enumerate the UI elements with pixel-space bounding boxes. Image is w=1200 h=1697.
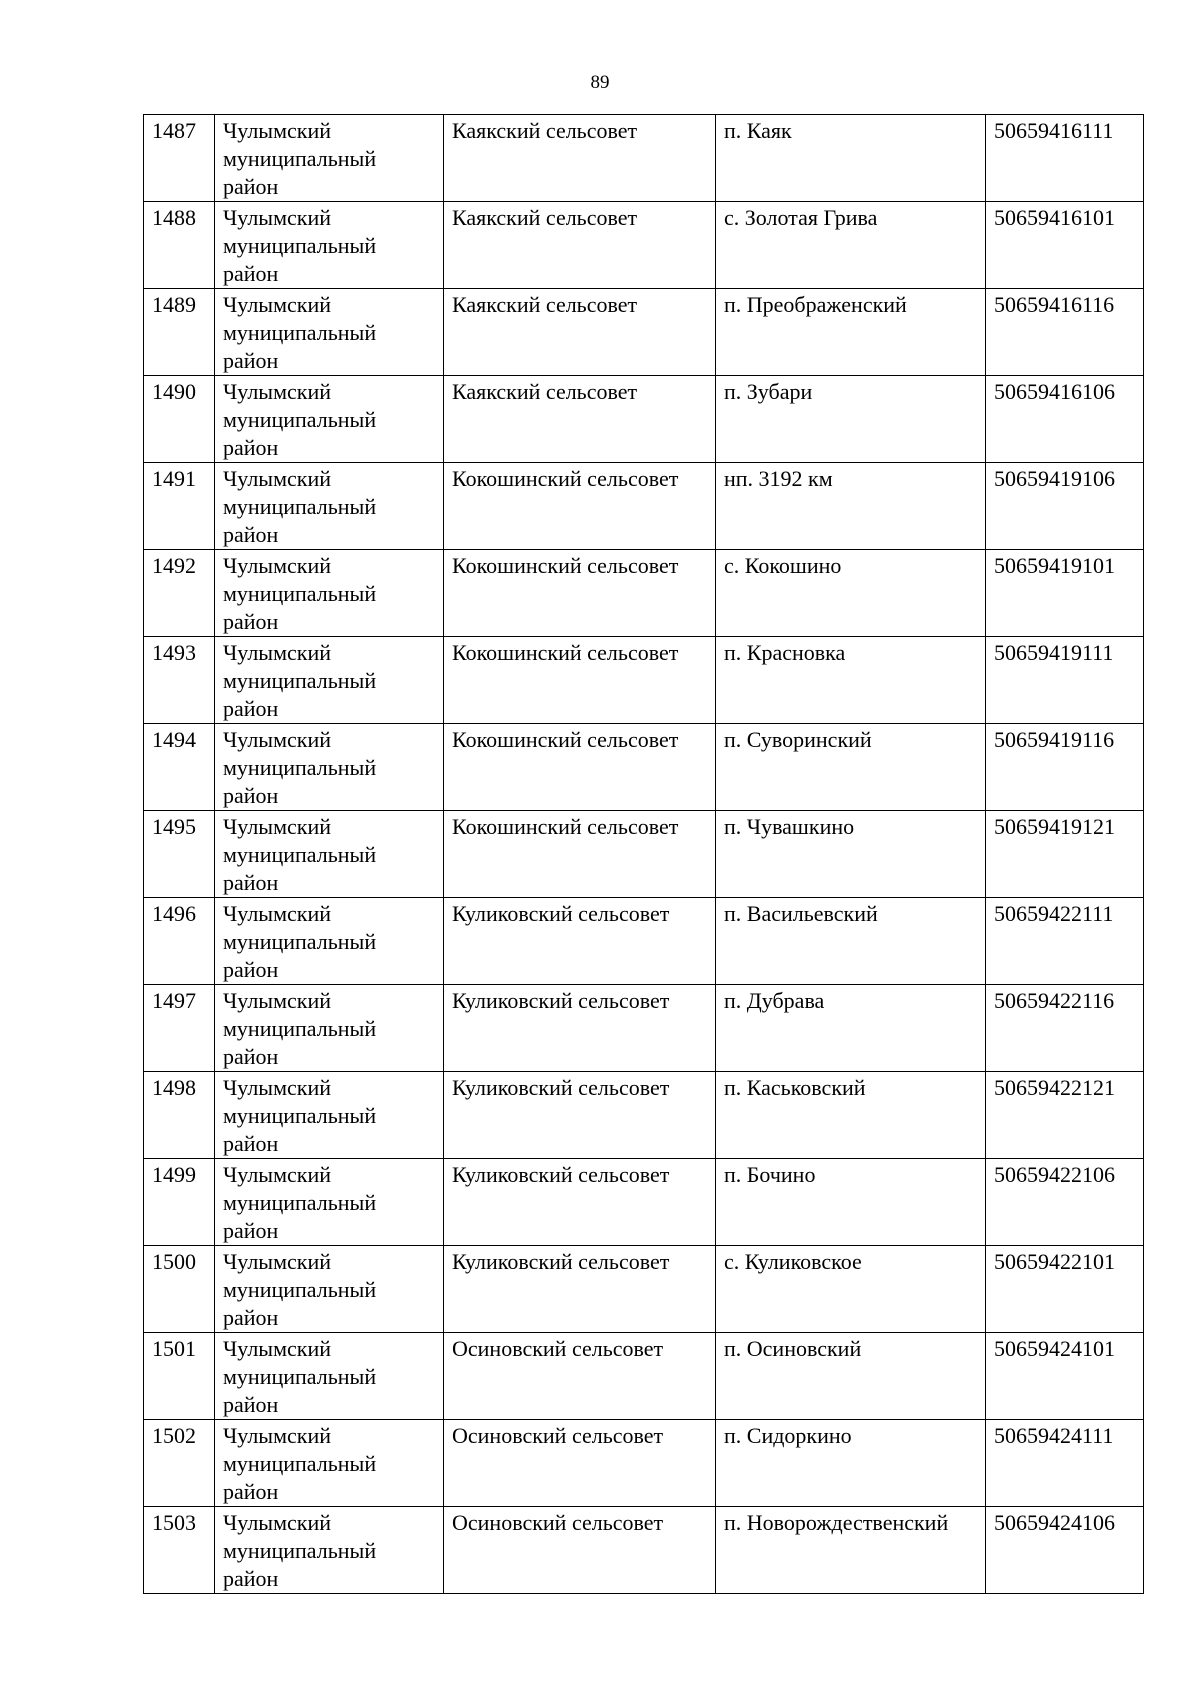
district-cell-text: Чулымский муниципальный район [223, 640, 377, 721]
row-number-cell [144, 1333, 215, 1420]
oktmo-code-cell [986, 463, 1144, 550]
settlement-cell-text: п. Суворинский [724, 727, 872, 752]
table-row [144, 1246, 1144, 1333]
oktmo-code-cell [986, 1420, 1144, 1507]
council-cell [444, 1420, 716, 1507]
district-cell-text: Чулымский муниципальный район [223, 553, 377, 634]
table-row [144, 202, 1144, 289]
district-cell [215, 550, 444, 637]
district-cell [215, 1159, 444, 1246]
row-number-cell [144, 1507, 215, 1594]
council-cell [444, 1333, 716, 1420]
oktmo-code-cell-text: 50659419101 [994, 553, 1115, 578]
district-cell-text: Чулымский муниципальный район [223, 292, 377, 373]
row-number-cell [144, 637, 215, 724]
oktmo-code-cell [986, 724, 1144, 811]
district-cell [215, 1420, 444, 1507]
oktmo-code-cell-text: 50659424106 [994, 1510, 1115, 1535]
oktmo-code-cell-text: 50659416111 [994, 118, 1114, 143]
row-number-cell-text: 1502 [152, 1423, 196, 1448]
council-cell-text: Каякский сельсовет [452, 118, 638, 143]
district-cell [215, 1507, 444, 1594]
settlement-cell [716, 289, 986, 376]
district-cell [215, 202, 444, 289]
oktmo-code-cell [986, 1507, 1144, 1594]
oktmo-code-cell [986, 898, 1144, 985]
district-cell-text: Чулымский муниципальный район [223, 118, 377, 199]
row-number-cell [144, 1072, 215, 1159]
council-cell [444, 811, 716, 898]
settlement-cell-text: п. Преображенский [724, 292, 907, 317]
row-number-cell-text: 1494 [152, 727, 196, 752]
settlement-cell-text: п. Красновка [724, 640, 846, 665]
row-number-cell-text: 1497 [152, 988, 196, 1013]
table-row [144, 985, 1144, 1072]
district-cell-text: Чулымский муниципальный район [223, 205, 377, 286]
row-number-cell [144, 115, 215, 202]
district-cell-text: Чулымский муниципальный район [223, 1249, 377, 1330]
district-cell-text: Чулымский муниципальный район [223, 466, 377, 547]
council-cell-text: Каякский сельсовет [452, 205, 638, 230]
settlement-cell [716, 1507, 986, 1594]
council-cell [444, 1246, 716, 1333]
oktmo-code-cell [986, 376, 1144, 463]
oktmo-code-cell [986, 550, 1144, 637]
settlement-cell-text: п. Васильевский [724, 901, 878, 926]
settlement-cell-text: с. Куликовское [724, 1249, 862, 1274]
row-number-cell-text: 1490 [152, 379, 196, 404]
council-cell [444, 550, 716, 637]
row-number-cell [144, 463, 215, 550]
district-cell [215, 811, 444, 898]
row-number-cell-text: 1492 [152, 553, 196, 578]
settlement-cell-text: п. Каськовский [724, 1075, 866, 1100]
council-cell-text: Кокошинский сельсовет [452, 553, 679, 578]
settlement-cell [716, 724, 986, 811]
row-number-cell-text: 1498 [152, 1075, 196, 1100]
council-cell-text: Осиновский сельсовет [452, 1510, 664, 1535]
row-number-cell-text: 1491 [152, 466, 196, 491]
settlement-cell [716, 376, 986, 463]
council-cell [444, 376, 716, 463]
council-cell-text: Каякский сельсовет [452, 292, 638, 317]
row-number-cell-text: 1499 [152, 1162, 196, 1187]
oktmo-code-cell-text: 50659419111 [994, 640, 1114, 665]
oktmo-code-cell-text: 50659416101 [994, 205, 1115, 230]
table-row [144, 1159, 1144, 1246]
district-cell-text: Чулымский муниципальный район [223, 901, 377, 982]
oktmo-code-cell-text: 50659422116 [994, 988, 1115, 1013]
council-cell [444, 724, 716, 811]
oktmo-code-cell [986, 202, 1144, 289]
oktmo-code-cell-text: 50659424101 [994, 1336, 1115, 1361]
district-cell-text: Чулымский муниципальный район [223, 379, 377, 460]
settlement-cell [716, 202, 986, 289]
oktmo-code-cell [986, 637, 1144, 724]
settlement-cell-text: с. Кокошино [724, 553, 842, 578]
row-number-cell-text: 1488 [152, 205, 196, 230]
table-row [144, 463, 1144, 550]
settlement-cell-text: с. Золотая Грива [724, 205, 878, 230]
table-body [144, 115, 1144, 1594]
oktmo-code-cell [986, 1159, 1144, 1246]
row-number-cell [144, 811, 215, 898]
council-cell [444, 1072, 716, 1159]
row-number-cell-text: 1496 [152, 901, 196, 926]
row-number-cell [144, 1246, 215, 1333]
row-number-cell-text: 1500 [152, 1249, 196, 1274]
council-cell-text: Осиновский сельсовет [452, 1423, 664, 1448]
table-row [144, 376, 1144, 463]
settlement-cell [716, 985, 986, 1072]
oktmo-code-cell [986, 289, 1144, 376]
district-cell-text: Чулымский муниципальный район [223, 727, 377, 808]
settlement-cell [716, 463, 986, 550]
district-cell-text: Чулымский муниципальный район [223, 1075, 377, 1156]
row-number-cell [144, 550, 215, 637]
settlement-cell [716, 1420, 986, 1507]
council-cell-text: Куликовский сельсовет [452, 901, 670, 926]
council-cell [444, 637, 716, 724]
settlement-cell [716, 1246, 986, 1333]
row-number-cell-text: 1489 [152, 292, 196, 317]
table-row [144, 898, 1144, 985]
district-cell-text: Чулымский муниципальный район [223, 1510, 377, 1591]
district-cell-text: Чулымский муниципальный район [223, 1162, 377, 1243]
council-cell-text: Кокошинский сельсовет [452, 466, 679, 491]
settlement-cell [716, 1159, 986, 1246]
council-cell [444, 463, 716, 550]
row-number-cell [144, 202, 215, 289]
settlement-cell-text: п. Бочино [724, 1162, 816, 1187]
oktmo-code-cell-text: 50659422121 [994, 1075, 1115, 1100]
council-cell-text: Осиновский сельсовет [452, 1336, 664, 1361]
settlement-cell [716, 637, 986, 724]
oktmo-code-cell-text: 50659419116 [994, 727, 1115, 752]
oktmo-code-cell-text: 50659422101 [994, 1249, 1115, 1274]
table-row [144, 1333, 1144, 1420]
table-row [144, 289, 1144, 376]
district-cell [215, 1072, 444, 1159]
district-cell [215, 985, 444, 1072]
oktmo-code-cell-text: 50659422106 [994, 1162, 1115, 1187]
council-cell [444, 1159, 716, 1246]
settlement-cell [716, 1333, 986, 1420]
table-row [144, 724, 1144, 811]
oktmo-code-cell-text: 50659419106 [994, 466, 1115, 491]
district-cell-text: Чулымский муниципальный район [223, 988, 377, 1069]
settlement-cell [716, 898, 986, 985]
row-number-cell [144, 289, 215, 376]
oktmo-code-cell [986, 1246, 1144, 1333]
settlement-cell [716, 115, 986, 202]
district-cell-text: Чулымский муниципальный район [223, 814, 377, 895]
table-row [144, 1420, 1144, 1507]
settlement-cell-text: нп. 3192 км [724, 466, 833, 491]
row-number-cell [144, 724, 215, 811]
oktmo-code-cell [986, 1072, 1144, 1159]
table-row [144, 115, 1144, 202]
row-number-cell-text: 1493 [152, 640, 196, 665]
council-cell-text: Куликовский сельсовет [452, 1162, 670, 1187]
row-number-cell [144, 376, 215, 463]
row-number-cell [144, 985, 215, 1072]
district-cell-text: Чулымский муниципальный район [223, 1423, 377, 1504]
council-cell-text: Куликовский сельсовет [452, 1075, 670, 1100]
district-cell [215, 289, 444, 376]
council-cell-text: Куликовский сельсовет [452, 1249, 670, 1274]
settlement-cell-text: п. Каяк [724, 118, 792, 143]
settlement-cell [716, 811, 986, 898]
oktmo-code-cell-text: 50659424111 [994, 1423, 1114, 1448]
oktmo-code-cell [986, 985, 1144, 1072]
district-cell [215, 1246, 444, 1333]
row-number-cell-text: 1487 [152, 118, 196, 143]
council-cell-text: Кокошинский сельсовет [452, 640, 679, 665]
district-cell [215, 115, 444, 202]
oktmo-code-cell-text: 50659422111 [994, 901, 1114, 926]
council-cell-text: Каякский сельсовет [452, 379, 638, 404]
settlement-cell-text: п. Зубари [724, 379, 813, 404]
row-number-cell-text: 1495 [152, 814, 196, 839]
row-number-cell [144, 1420, 215, 1507]
page-number: 89 [590, 72, 610, 93]
settlements-table [143, 114, 1144, 1594]
oktmo-code-cell [986, 1333, 1144, 1420]
table-row [144, 637, 1144, 724]
council-cell [444, 898, 716, 985]
oktmo-code-cell [986, 115, 1144, 202]
council-cell [444, 1507, 716, 1594]
district-cell [215, 637, 444, 724]
settlement-cell [716, 1072, 986, 1159]
row-number-cell [144, 898, 215, 985]
council-cell-text: Куликовский сельсовет [452, 988, 670, 1013]
council-cell [444, 115, 716, 202]
row-number-cell-text: 1501 [152, 1336, 196, 1361]
oktmo-code-cell [986, 811, 1144, 898]
district-cell [215, 724, 444, 811]
oktmo-code-cell-text: 50659416106 [994, 379, 1115, 404]
table-row [144, 550, 1144, 637]
district-cell [215, 1333, 444, 1420]
council-cell-text: Кокошинский сельсовет [452, 727, 679, 752]
settlement-cell-text: п. Дубрава [724, 988, 825, 1013]
council-cell [444, 289, 716, 376]
settlement-cell-text: п. Чувашкино [724, 814, 855, 839]
district-cell [215, 463, 444, 550]
settlement-cell [716, 550, 986, 637]
district-cell [215, 898, 444, 985]
council-cell [444, 985, 716, 1072]
settlement-cell-text: п. Новорождественский [724, 1510, 949, 1535]
table-row [144, 1507, 1144, 1594]
row-number-cell-text: 1503 [152, 1510, 196, 1535]
table-row [144, 1072, 1144, 1159]
oktmo-code-cell-text: 50659416116 [994, 292, 1115, 317]
settlement-cell-text: п. Сидоркино [724, 1423, 852, 1448]
council-cell-text: Кокошинский сельсовет [452, 814, 679, 839]
oktmo-code-cell-text: 50659419121 [994, 814, 1115, 839]
settlement-cell-text: п. Осиновский [724, 1336, 862, 1361]
table-row [144, 811, 1144, 898]
district-cell-text: Чулымский муниципальный район [223, 1336, 377, 1417]
row-number-cell [144, 1159, 215, 1246]
district-cell [215, 376, 444, 463]
council-cell [444, 202, 716, 289]
